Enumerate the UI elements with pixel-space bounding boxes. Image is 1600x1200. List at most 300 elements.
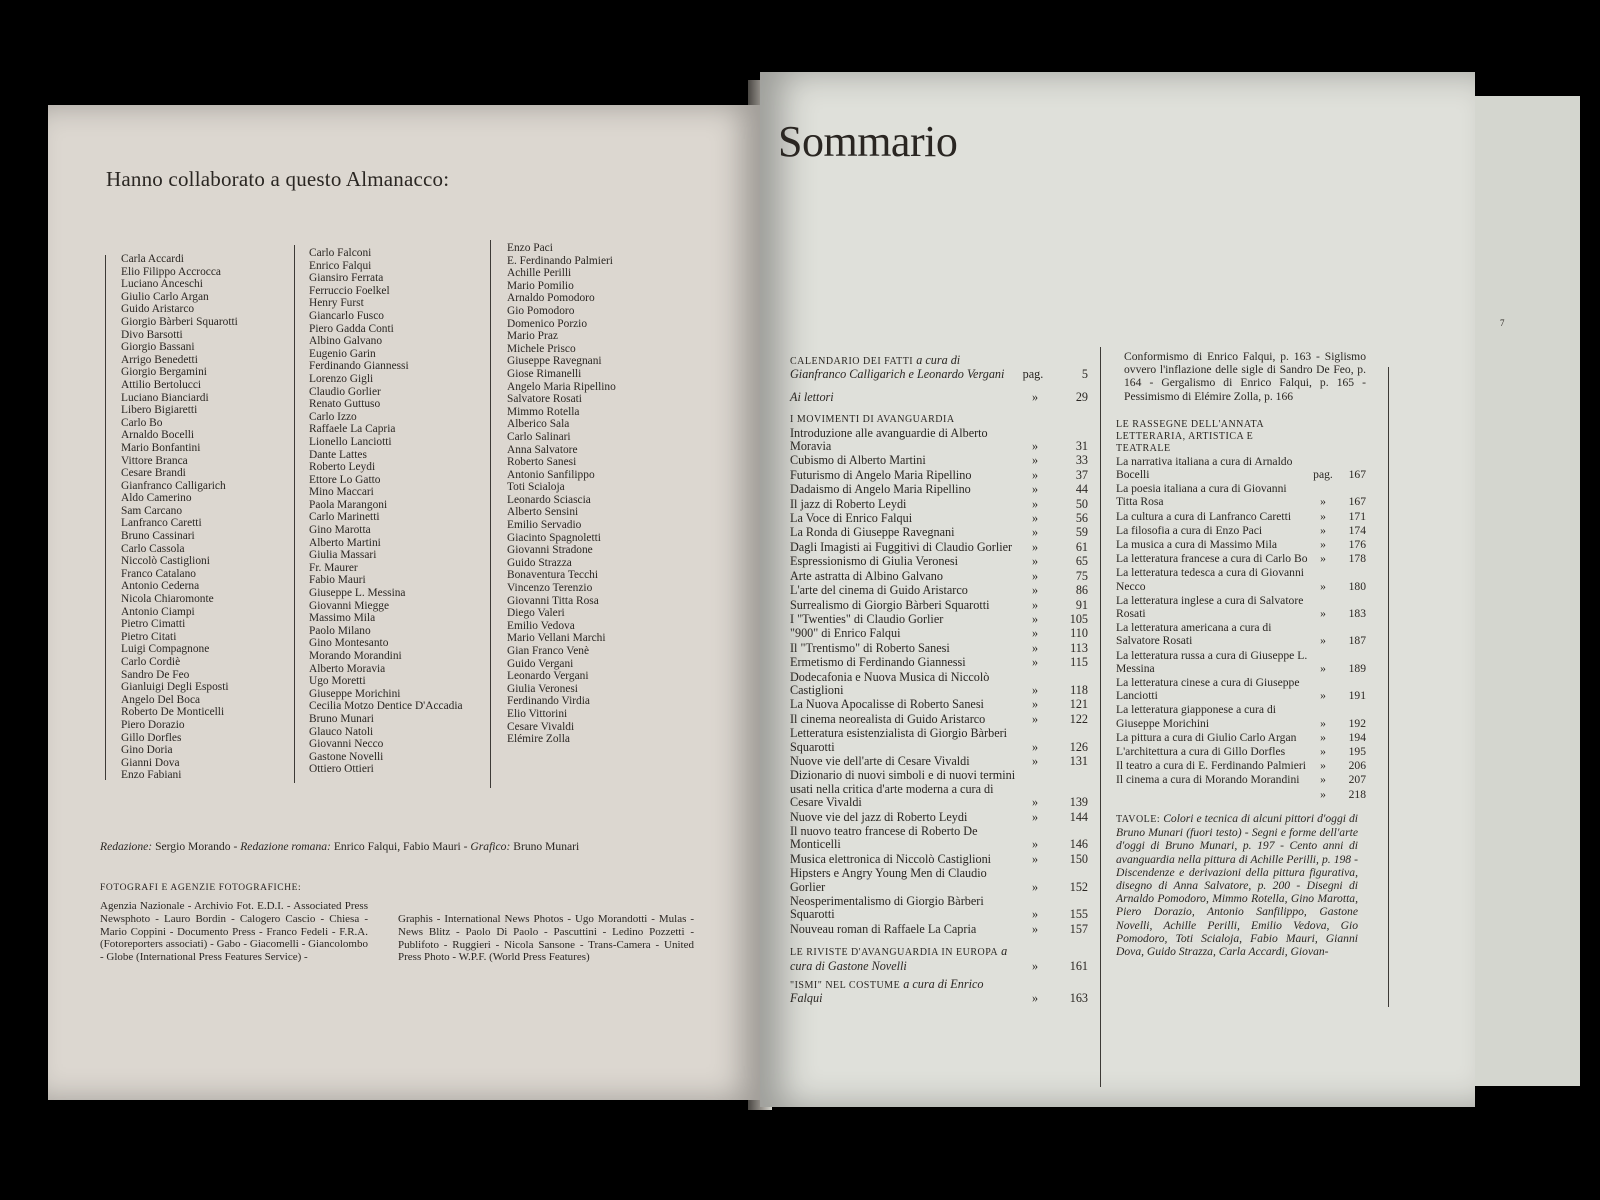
toc-entry xyxy=(790,727,1088,754)
conformismo-paragraph: Conformismo di Enrico Falqui, p. 163 - Siglismo ovvero l'inflazione delle sigle di Sandro De Feo, p. 164 - Gergalismo di Enrico Falqui, p. 165 - Pessimismo di Elémire Zolla, p. 166 xyxy=(1124,350,1366,403)
column-rule-3 xyxy=(490,240,491,788)
contributor-name: Aldo Camerino xyxy=(121,492,192,505)
toc-entry-title: Neosperimentalismo di Giorgio Bàrberi Squarotti xyxy=(790,894,984,922)
toc-entry-title: Dadaismo di Angelo Maria Ripellino xyxy=(790,482,971,497)
toc-entry xyxy=(790,825,1088,852)
page-ref: 56 xyxy=(1075,511,1088,526)
contributor-name: Alberico Sala xyxy=(507,418,570,431)
contributor-name: Carlo Bo xyxy=(121,416,163,429)
page-ref: 189 xyxy=(1348,661,1366,675)
page-ref: 167 xyxy=(1348,468,1366,482)
toc-entry xyxy=(1116,731,1366,744)
ditto-mark: » xyxy=(1320,730,1326,744)
toc-entry-title: La letteratura tedesca a cura di Giovanni Necco xyxy=(1116,566,1304,593)
ditto-mark: » xyxy=(1320,495,1326,509)
contributor-name: Sam Carcano xyxy=(121,504,183,517)
page-ref: 180 xyxy=(1348,579,1366,593)
contributor-name: Carlo Cordiè xyxy=(121,656,181,668)
contributor-name: Achille Perilli xyxy=(507,267,572,280)
page-ref: 163 xyxy=(1069,991,1088,1006)
rassegne-heading: LE RASSEGNE DELL'ANNATA LETTERARIA, ARTISTICA E TEATRALE xyxy=(1116,418,1264,454)
tavole-paragraph xyxy=(1116,812,1366,958)
ditto-mark: » xyxy=(1320,538,1326,552)
page-ref: 146 xyxy=(1069,837,1088,852)
page-ref: 75 xyxy=(1075,568,1088,583)
toc-entry-title: La letteratura inglese a cura di Salvatore Rosati xyxy=(1116,593,1304,621)
contributor-name: Mino Maccari xyxy=(309,486,374,499)
grafico-name: Bruno Munari xyxy=(513,840,580,853)
toc-entry-title: La letteratura giapponese a cura di Giuseppe Morichini xyxy=(1116,703,1276,730)
contributor-name: Antonio Ciampi xyxy=(121,605,195,618)
contributor-name: Arnaldo Pomodoro xyxy=(507,292,595,305)
toc-entry xyxy=(1116,510,1366,523)
column-rule-1 xyxy=(105,255,106,780)
ditto-mark: » xyxy=(1031,907,1039,922)
toc-entry-title: Ermetismo di Ferdinando Giannessi xyxy=(790,655,966,670)
contributor-name: Eugenio Garin xyxy=(309,347,376,360)
rassegne-list xyxy=(1116,455,1366,787)
contributor-name: Giulia Veronesi xyxy=(507,682,578,695)
ditto-mark: » xyxy=(1031,682,1039,697)
contributor-name: Massimo Mila xyxy=(309,612,376,625)
toc-entry xyxy=(790,895,1088,922)
contributor-name: Arrigo Benedetti xyxy=(121,353,198,366)
toc-entry-title: La letteratura americana a cura di Salvatore Rosati xyxy=(1116,621,1272,648)
ditto-mark: » xyxy=(1031,453,1039,468)
contributor-name: Lorenzo Gigli xyxy=(309,372,374,385)
toc-entry-title: Nouveau roman di Raffaele La Capria xyxy=(790,921,977,936)
contributor-name: Gianluigi Degli Esposti xyxy=(121,681,229,694)
contributor-name: Cesare Brandi xyxy=(121,467,186,480)
contributor-name: Alberto Martini xyxy=(309,536,381,549)
page-ref: 33 xyxy=(1075,453,1088,468)
contributor-name: Giulia Massari xyxy=(309,549,377,562)
lettori-title: Ai lettori xyxy=(790,389,834,404)
toc-entry xyxy=(790,454,1088,467)
contributor-name: Raffaele La Capria xyxy=(309,423,396,436)
contributor-name: Guido Vergani xyxy=(507,657,574,670)
page-ref: 207 xyxy=(1348,773,1366,787)
contributor-name: Gillo Dorfles xyxy=(121,731,182,744)
ismi-subtitle: NEL COSTUME xyxy=(825,980,901,992)
page-ref: 37 xyxy=(1075,467,1088,482)
contributor-name: Albino Galvano xyxy=(309,335,383,348)
redazione-label: Redazione: xyxy=(100,840,153,853)
toc-entry xyxy=(790,923,1088,936)
contributor-name: Angelo Del Boca xyxy=(121,693,201,706)
toc-entry-title: La Ronda di Giuseppe Ravegnani xyxy=(790,525,955,540)
ditto-mark: » xyxy=(1320,579,1326,593)
toc-entry xyxy=(1116,552,1366,565)
toc-entry-title: Dagli Imagisti ai Fuggitivi di Claudio Gorlier xyxy=(790,539,1013,554)
page-ref: 110 xyxy=(1070,626,1088,641)
toc-entry-title: Arte astratta di Albino Galvano xyxy=(790,568,943,583)
toc-entry-title: Il nuovo teatro francese di Roberto De Monticelli xyxy=(790,824,978,852)
toc-entry xyxy=(790,755,1088,768)
page-ref: 174 xyxy=(1348,523,1366,537)
page-ref: 118 xyxy=(1070,682,1088,697)
ditto-mark: » xyxy=(1031,809,1039,824)
toc-entry-ismi xyxy=(790,978,1088,1006)
contributors-column-1 xyxy=(121,253,238,782)
toc-entry-title: La letteratura francese a cura di Carlo Bo xyxy=(1116,552,1308,566)
toc-entry xyxy=(790,584,1088,597)
toc-entry xyxy=(1116,773,1366,786)
ditto-mark: » xyxy=(1320,689,1326,703)
contributor-name: Angelo Maria Ripellino xyxy=(507,380,616,393)
page-ref: 122 xyxy=(1069,711,1088,726)
toc-entry xyxy=(790,599,1088,612)
contributor-name: Niccolò Castiglioni xyxy=(121,555,210,568)
toc-entry xyxy=(790,498,1088,511)
contributor-name: Emilio Vedova xyxy=(507,619,575,632)
ditto-mark: » xyxy=(1031,511,1039,526)
pag-label: pag. xyxy=(1022,367,1044,382)
toc-entry-lettori xyxy=(790,391,1088,404)
page-ref: 150 xyxy=(1069,851,1088,866)
ditto-mark: » xyxy=(1031,525,1039,540)
contributor-name: Mario Praz xyxy=(507,330,558,343)
contributor-name: Giansiro Ferrata xyxy=(309,272,384,285)
page-ref: 61 xyxy=(1075,539,1088,554)
toc-entry xyxy=(790,541,1088,554)
toc-entry-title: Cubismo di Alberto Martini xyxy=(790,453,926,468)
toc-column-rule-2 xyxy=(1388,367,1389,1007)
toc-entry-title: La letteratura cinese a cura di Giuseppe Lanciotti xyxy=(1116,676,1300,703)
contributor-name: Claudio Gorlier xyxy=(309,385,381,398)
toc-entry xyxy=(1116,455,1366,481)
contributor-name: Alberto Sensini xyxy=(507,506,579,519)
contributor-name: Giorgio Bàrberi Squarotti xyxy=(121,315,238,328)
toc-column-1 xyxy=(790,354,1088,1007)
page-ref: 139 xyxy=(1069,795,1088,810)
ditto-mark: » xyxy=(1031,640,1039,655)
page-ref: 195 xyxy=(1348,745,1366,759)
page-ref: 167 xyxy=(1348,495,1366,509)
toc-entry-title: Espressionismo di Giulia Veronesi xyxy=(790,554,959,569)
contributor-name: Anna Salvatore xyxy=(507,443,578,456)
page-ref: 126 xyxy=(1069,739,1088,754)
toc-entry xyxy=(1116,759,1366,772)
toc-entry xyxy=(790,698,1088,711)
contributor-name: Giovanni Miegge xyxy=(309,599,390,612)
ismi-title: "ISMI" xyxy=(790,980,823,992)
ditto-mark: » xyxy=(1320,634,1326,648)
separator: - xyxy=(233,840,238,853)
ditto-mark: » xyxy=(1031,467,1039,482)
contributor-name: Ettore Lo Gatto xyxy=(309,473,381,486)
contributor-name: Gino Marotta xyxy=(309,524,371,537)
toc-entry-title: Futurismo di Angelo Maria Ripellino xyxy=(790,467,972,482)
toc-entry xyxy=(790,483,1088,496)
page-ref: 152 xyxy=(1069,879,1088,894)
redazione-romana-names: Enrico Falqui, Fabio Mauri xyxy=(333,840,461,853)
ditto-mark: » xyxy=(1031,439,1039,454)
toc-entry-title: L'architettura a cura di Gillo Dorfles xyxy=(1116,745,1286,759)
toc-entry xyxy=(790,613,1088,626)
contributor-name: Renato Guttuso xyxy=(309,398,381,411)
tavole-label: TAVOLE: xyxy=(1116,813,1161,825)
toc-entry-title: Il "Trentismo" di Roberto Sanesi xyxy=(790,640,950,655)
toc-entry-title: Letteratura esistenzialista di Giorgio Bàrberi Squarotti xyxy=(790,726,1008,754)
toc-entry-title: La Voce di Enrico Falqui xyxy=(790,511,913,526)
page-ref: 192 xyxy=(1348,716,1366,730)
toc-entry-title: L'arte del cinema di Guido Aristarco xyxy=(790,583,968,598)
page-ref: 113 xyxy=(1070,640,1088,655)
right-page xyxy=(760,72,1475,1107)
ditto-mark: » xyxy=(1031,496,1039,511)
contributor-name: Gino Montesanto xyxy=(309,637,389,650)
left-page xyxy=(48,105,760,1100)
toc-entry-title: La pittura a cura di Giulio Carlo Argan xyxy=(1116,730,1297,744)
column-rule-2 xyxy=(294,245,295,783)
toc-entry xyxy=(790,713,1088,726)
contributor-name: Mario Vellani Marchi xyxy=(507,632,606,645)
ditto-mark: » xyxy=(1320,607,1326,621)
calendario-editors: a cura di Gianfranco Calligarich e Leonardo Vergani xyxy=(790,353,1005,382)
contributor-name: Antonio Cederna xyxy=(121,580,200,593)
ditto-mark: » xyxy=(1031,482,1039,497)
contributor-name: Alberto Moravia xyxy=(309,662,386,675)
toc-entry xyxy=(790,627,1088,640)
page-ref: 31 xyxy=(1075,439,1088,454)
toc-entry-title: Il cinema a cura di Morando Morandini xyxy=(1116,773,1300,787)
toc-entry-title: Dodecafonia e Nuova Musica di Niccolò Castiglioni xyxy=(790,669,990,697)
contributor-name: Giovanni Stradone xyxy=(507,544,593,557)
page-ref: 65 xyxy=(1075,554,1088,569)
contributor-name: Libero Bigiaretti xyxy=(121,404,198,417)
toc-entry xyxy=(790,427,1088,454)
contributor-name: Bruno Munari xyxy=(309,712,374,725)
page-ref: 206 xyxy=(1348,759,1366,773)
toc-entry xyxy=(790,853,1088,866)
toc-entry xyxy=(790,867,1088,894)
pag-label: pag. xyxy=(1313,468,1333,482)
contributor-name: Carlo Salinari xyxy=(507,430,571,443)
ditto-mark: » xyxy=(1031,655,1039,670)
page-ref: 194 xyxy=(1348,730,1366,744)
tavole-text: Colori e tecnica di alcuni pittori d'oggi di Bruno Munari (fuori testo) - Segni e forme dell'arte d'oggi di Bruno Munari, p. 197 - Cento anni di avanguardia nella pittura di Achille Perilli, p. 198 - Discendenze e derivazioni della pittura figurativa, disegno di Anna Salvatore, p. 200 - Disegni di Arnaldo Pomodoro, Mimmo Rotella, Gino Marotta, Piero Dorazio, Antonio Sanfilippo, Gastone Novelli, Achille Perilli, Emilio Vedova, Gio Pomodoro, Toti Scialoja, Fabio Mauri, Gianni Dova, Guido Strazza, Carla Accardi, Giovan- xyxy=(1116,811,1358,958)
contributor-name: Bonaventura Tecchi xyxy=(507,569,599,582)
contributor-name: Leonardo Sciascia xyxy=(507,493,591,506)
contributors-column-3 xyxy=(507,242,616,746)
toc-entry-title: Il jazz di Roberto Leydi xyxy=(790,496,907,511)
contributor-name: E. Ferdinando Palmieri xyxy=(507,254,613,267)
contributors-heading: Hanno collaborato a questo Almanacco: xyxy=(106,167,450,191)
page-ref: 157 xyxy=(1069,921,1088,936)
page-ref: 183 xyxy=(1348,607,1366,621)
toc-entry-title: La letteratura russa a cura di Giuseppe L. Messina xyxy=(1116,648,1308,675)
page-ref: 121 xyxy=(1069,697,1088,712)
page-ref: 44 xyxy=(1075,482,1088,497)
toc-entry-title: Hipsters e Angry Young Men di Claudio Gorlier xyxy=(790,866,987,894)
toc-entry xyxy=(790,642,1088,655)
contributor-name: Carlo Izzo xyxy=(309,410,357,423)
page-ref: 50 xyxy=(1075,496,1088,511)
photo-agencies-text-1: Agenzia Nazionale - Archivio Fot. E.D.I. - Associated Press Newsphoto - Lauro Bordin - Calogero Cascio - Chiesa - Mario Coppini - Documento Press - Franco Fedeli - F.R.A. (Fotoreporters associati) - Gabo - Giacomelli - Giancolombo - Globe (International Press Features Service) - xyxy=(100,900,368,964)
contributor-name: Henry Furst xyxy=(309,297,364,310)
page-ref: 115 xyxy=(1070,655,1088,670)
contributor-name: Vittore Branca xyxy=(121,454,188,467)
toc-entry-title: Il cinema neorealista di Guido Aristarco xyxy=(790,711,986,726)
contributor-name: Enzo Fabiani xyxy=(121,769,182,782)
toc-entry-title: Surrealismo di Giorgio Bàrberi Squarotti xyxy=(790,597,990,612)
toc-entry-title: Il teatro a cura di E. Ferdinando Palmieri xyxy=(1116,759,1306,773)
contributor-name: Mimmo Rotella xyxy=(507,405,580,418)
toc-entry-title: "900" di Enrico Falqui xyxy=(790,626,901,641)
contributor-name: Guido Strazza xyxy=(507,556,572,569)
contributor-name: Antonio Sanfilippo xyxy=(507,468,595,481)
contributor-name: Giovanni Necco xyxy=(309,738,384,751)
contributor-name: Ferdinando Giannessi xyxy=(309,360,409,373)
contributor-name: Luciano Bianciardi xyxy=(121,391,209,404)
page-ref: 91 xyxy=(1075,597,1088,612)
contributor-name: Fabio Mauri xyxy=(309,574,366,587)
page-ref: 171 xyxy=(1348,509,1366,523)
editorial-credits xyxy=(100,840,700,853)
contributor-name: Gian Franco Venè xyxy=(507,645,590,657)
page-mark: 7 xyxy=(1500,318,1505,328)
toc-entry xyxy=(790,526,1088,539)
contributor-name: Glauco Natoli xyxy=(309,725,374,738)
ditto-mark: » xyxy=(1031,739,1039,754)
contributor-name: Michele Prisco xyxy=(507,342,576,355)
ditto-mark: » xyxy=(1031,697,1039,712)
contributor-name: Ferdinando Virdia xyxy=(507,695,590,708)
contributor-name: Ugo Moretti xyxy=(309,675,366,688)
sommario-title: Sommario xyxy=(778,117,958,166)
toc-column-2 xyxy=(1116,350,1366,958)
toc-entry xyxy=(1116,538,1366,551)
contributor-name: Nicola Chiaromonte xyxy=(121,593,214,606)
ditto-mark: » xyxy=(1031,626,1039,641)
toc-entry xyxy=(790,671,1088,698)
redazione-romana-label: Redazione romana: xyxy=(240,840,331,853)
page-ref: 187 xyxy=(1348,634,1366,648)
contributor-name: Ottiero Ottieri xyxy=(309,763,374,776)
page-ref: 161 xyxy=(1069,958,1088,973)
toc-entry xyxy=(790,811,1088,824)
toc-entry-title: La poesia italiana a cura di Giovanni Titta Rosa xyxy=(1116,482,1287,509)
redazione-name: Sergio Morando xyxy=(155,840,231,853)
riviste-editor: a cura di Gastone Novelli xyxy=(790,944,1008,973)
contributor-name: Ferruccio Foelkel xyxy=(309,284,390,297)
ditto-mark: » xyxy=(1320,745,1326,759)
ditto-mark: » xyxy=(1031,851,1039,866)
toc-entry xyxy=(1116,649,1366,675)
toc-entry-title: Nuove vie del jazz di Roberto Leydi xyxy=(790,809,968,824)
ditto-mark: » xyxy=(1031,991,1039,1006)
contributor-name: Roberto Sanesi xyxy=(507,456,577,469)
contributor-name: Piero Dorazio xyxy=(121,718,185,731)
toc-entry-title: Musica elettronica di Niccolò Castiglioni xyxy=(790,851,992,866)
ditto-mark: » xyxy=(1031,921,1039,936)
toc-entry xyxy=(790,512,1088,525)
contributor-name: Luciano Anceschi xyxy=(121,278,203,291)
toc-entry xyxy=(790,555,1088,568)
contributor-name: Attilio Bertolucci xyxy=(121,378,202,391)
contributor-name: Toti Scialoja xyxy=(507,481,565,494)
contributor-name: Emilio Servadio xyxy=(507,519,582,532)
contributor-name: Giacinto Spagnoletti xyxy=(507,531,601,544)
page-ref: 131 xyxy=(1069,753,1088,768)
photo-agencies-heading: FOTOGRAFI E AGENZIE FOTOGRAFICHE: xyxy=(100,883,302,893)
contributor-name: Mario Pomilio xyxy=(507,279,574,292)
movimenti-heading: I MOVIMENTI DI AVANGUARDIA xyxy=(790,414,955,426)
toc-entry xyxy=(1116,703,1366,729)
ditto-mark: » xyxy=(1320,552,1326,566)
toc-entry-title: Nuove vie dell'arte di Cesare Vivaldi xyxy=(790,753,970,768)
ditto-mark: » xyxy=(1031,711,1039,726)
toc-entry-riviste xyxy=(790,945,1088,973)
page-ref: 5 xyxy=(1081,367,1088,382)
page-ref: 144 xyxy=(1069,809,1088,824)
contributor-name: Carlo Cassola xyxy=(121,542,185,555)
contributor-name: Piero Gadda Conti xyxy=(309,322,394,335)
back-cover-page xyxy=(1462,96,1580,1086)
ditto-mark: » xyxy=(1031,583,1039,598)
contributor-name: Fr. Maurer xyxy=(309,561,358,574)
contributor-name: Giose Rimanelli xyxy=(507,367,582,380)
page-ref: 155 xyxy=(1069,907,1088,922)
toc-entry-title: La narrativa italiana a cura di Arnaldo Bocelli xyxy=(1116,454,1293,482)
contributor-name: Cesare Vivaldi xyxy=(507,720,575,733)
page-ref: 178 xyxy=(1348,552,1366,566)
ditto-mark: » xyxy=(1320,661,1326,675)
toc-entry-calendario xyxy=(790,354,1088,382)
ditto-mark: » xyxy=(1320,773,1326,787)
contributor-name: Guido Aristarco xyxy=(121,303,195,316)
ditto-mark: » xyxy=(1031,539,1039,554)
ditto-mark: » xyxy=(1320,716,1326,730)
separator: - xyxy=(463,840,468,853)
contributor-name: Bruno Cassinari xyxy=(121,530,195,543)
toc-entry xyxy=(1116,566,1366,592)
grafico-label: Grafico: xyxy=(470,840,511,853)
contributor-name: Carlo Marinetti xyxy=(309,511,380,524)
contributor-name: Carlo Falconi xyxy=(309,247,372,259)
ismi-editor: a cura di Enrico Falqui xyxy=(790,977,984,1006)
contributor-name: Giorgio Bergamini xyxy=(121,366,207,379)
ditto-mark: » xyxy=(1031,958,1039,973)
contributor-name: Enrico Falqui xyxy=(309,259,372,272)
ditto-mark: » xyxy=(1031,837,1039,852)
contributor-name: Pietro Cimatti xyxy=(121,618,186,631)
contributor-name: Sandro De Feo xyxy=(121,668,190,681)
contributor-name: Gianni Dova xyxy=(121,756,180,769)
ditto-mark: » xyxy=(1031,879,1039,894)
toc-column-rule-1 xyxy=(1100,347,1101,1087)
contributor-name: Giulio Carlo Argan xyxy=(121,290,209,303)
ditto-mark: » xyxy=(1031,753,1039,768)
contributor-name: Gio Pomodoro xyxy=(507,304,575,317)
contributor-name: Giuseppe Morichini xyxy=(309,687,401,700)
contributor-name: Morando Morandini xyxy=(309,650,402,662)
contributor-name: Elio Filippo Accrocca xyxy=(121,265,221,278)
toc-entry xyxy=(1116,482,1366,508)
contributor-name: Franco Catalano xyxy=(121,567,196,580)
page-ref: 86 xyxy=(1075,583,1088,598)
contributor-name: Paola Marangoni xyxy=(309,498,388,511)
toc-entry xyxy=(790,656,1088,669)
contributor-name: Paolo Milano xyxy=(309,624,371,637)
ditto-mark: » xyxy=(1320,509,1326,523)
ditto-mark: » xyxy=(1320,787,1326,801)
toc-entry xyxy=(1116,676,1366,702)
contributor-name: Salvatore Rosati xyxy=(507,393,582,406)
toc-entry xyxy=(790,769,1088,809)
ditto-mark: » xyxy=(1031,389,1039,404)
